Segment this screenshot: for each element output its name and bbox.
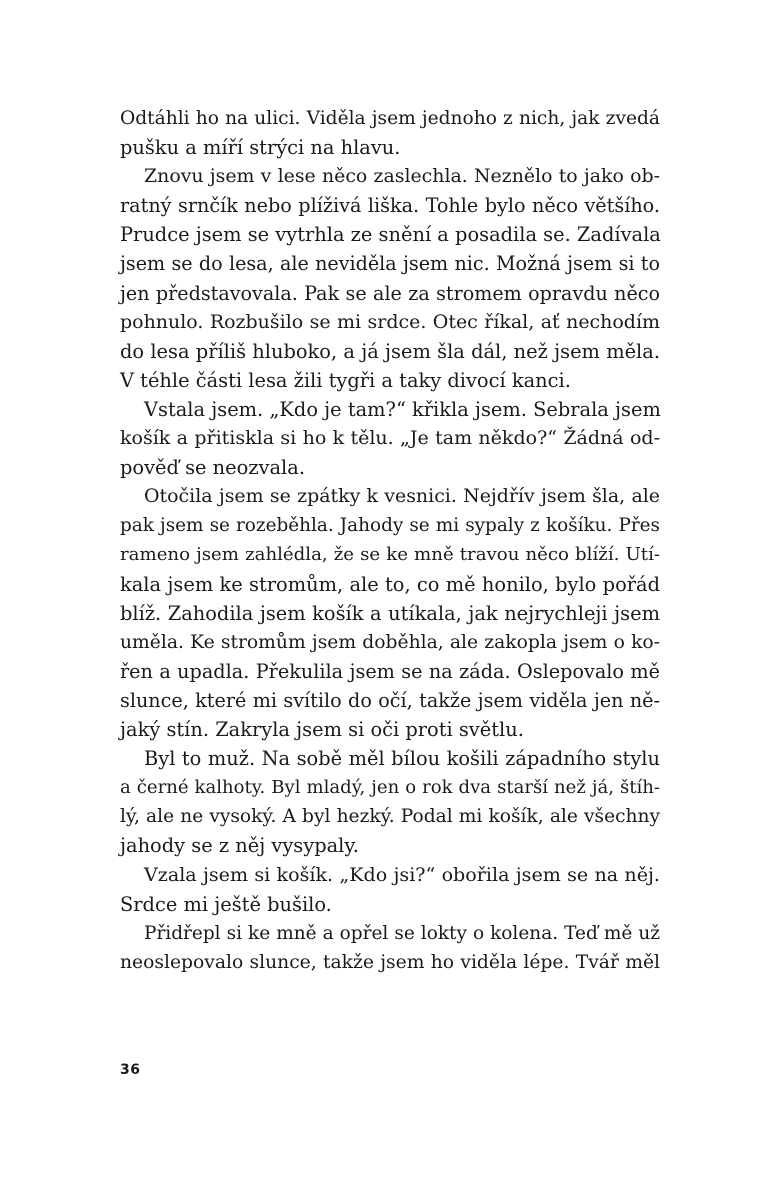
- text-line: Znovu jsem v lese něco zaslechla. Neznělo to jako ob-: [144, 165, 660, 188]
- text-line: Byl to muž. Na sobě měl bílou košili západního stylu: [144, 747, 660, 771]
- text-line: Vstala jsem. „Kdo je tam?“ křikla jsem. Sebrala jsem: [144, 397, 661, 421]
- body-text: [120, 104, 660, 977]
- text-line: Vzala jsem si košík. „Kdo jsi?“ obořila jsem se na něj.: [144, 863, 660, 887]
- text-line: pušku a míří strýci na hlavu.: [120, 136, 401, 160]
- text-line: pohnulo. Rozbušilo se mi srdce. Otec říkal, ať nechodím: [120, 310, 660, 333]
- text-line: do lesa příliš hluboko, a já jsem šla dál, než jsem měla.: [120, 339, 660, 363]
- text-line: ratný srnčík nebo plíživá liška. Tohle bylo něco většího.: [120, 194, 660, 218]
- text-line: uměla. Ke stromům jsem doběhla, ale zakopla jsem o ko-: [120, 631, 660, 653]
- text-line: Prudce jsem se vytrhla ze snění a posadila se. Zadívala: [120, 223, 661, 247]
- page-number: 36: [120, 1062, 141, 1078]
- text-line: Přidřepl si ke mně a opřel se lokty o kolena. Teď mě už: [144, 922, 660, 944]
- text-line: slunce, které mi svítilo do očí, takže jsem viděla jen ně-: [120, 688, 660, 712]
- text-line: blíž. Zahodila jsem košík a utíkala, jak nejrychleji jsem: [120, 601, 660, 625]
- text-line: V téhle části lesa žili tygři a taky divocí kanci.: [120, 368, 571, 392]
- text-line: jen představovala. Pak se ale za stromem opravdu něco: [120, 281, 660, 305]
- text-line: lý, ale ne vysoký. A byl hezký. Podal mi košík, ale všechny: [120, 806, 660, 828]
- text-line: Otočila jsem se zpátky k vesnici. Nejdřív jsem šla, ale: [144, 485, 660, 508]
- text-line: Srdce mi ještě bušilo.: [120, 892, 332, 916]
- text-line: Odtáhli ho na ulici. Viděla jsem jednoho z nich, jak zvedá: [120, 108, 660, 129]
- text-line: jsem se do lesa, ale neviděla jsem nic. Možná jsem si to: [120, 252, 660, 276]
- text-line: pak jsem se rozeběhla. Jahody se mi sypaly z košíku. Přes: [120, 515, 660, 537]
- text-line: košík a přitiskla si ho k tělu. „Je tam někdo?“ Žádná od-: [120, 427, 660, 450]
- text-line: jaký stín. Zakryla jsem si oči proti světlu.: [120, 717, 524, 741]
- text-line: řen a upadla. Překulila jsem se na záda. Oslepovalo mě: [120, 659, 660, 683]
- text-line: neoslepovalo slunce, takže jsem ho viděla lépe. Tvář měl: [120, 951, 660, 973]
- text-line: jahody se z něj vysypaly.: [120, 834, 359, 858]
- text-line: kala jsem ke stromům, ale to, co mě honilo, bylo pořád: [120, 572, 660, 596]
- text-line: pověď se neozvala.: [120, 456, 305, 480]
- text-line: a černé kalhoty. Byl mladý, jen o rok dva starší než já, štíh-: [120, 777, 660, 799]
- text-line: rameno jsem zahlédla, že se ke mně travou něco blíží. Utí-: [120, 544, 660, 566]
